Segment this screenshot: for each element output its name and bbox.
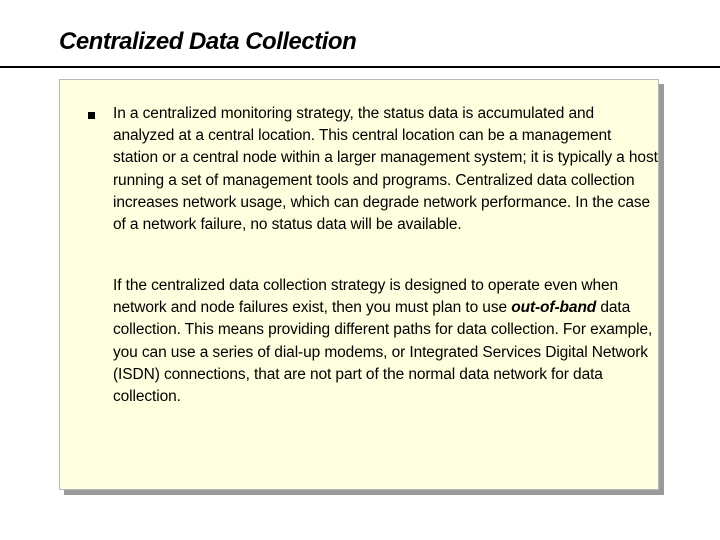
out-of-band-term: out-of-band bbox=[511, 299, 597, 317]
slide-title: Centralized Data Collection bbox=[59, 28, 357, 55]
paragraph-2 bbox=[113, 275, 658, 408]
bullet-paragraph-1: In a centralized monitoring strategy, the status data is accumulated and analyzed at a central location. This central location can be a management station or a central node within a larger management system; it is typically a host running a set of management tools and programs. Centralized data collection increases network usage, which can degrade network performance. In the case of a network failure, no status data will be available. bbox=[113, 105, 658, 234]
square-bullet-icon bbox=[88, 112, 95, 119]
title-divider bbox=[0, 66, 720, 68]
paragraph-2-text-start: If the centralized data collection strategy is designed to operate even when network and node failures exist, then you must plan to use bbox=[113, 277, 619, 317]
paragraph-2-text-end: data collection. This means providing different paths for data collection. For example, you can use a series of dial-up modems, or Integrated Services Digital Network (ISDN) connections, that are not part of the normal data network for data collection. bbox=[113, 299, 653, 406]
